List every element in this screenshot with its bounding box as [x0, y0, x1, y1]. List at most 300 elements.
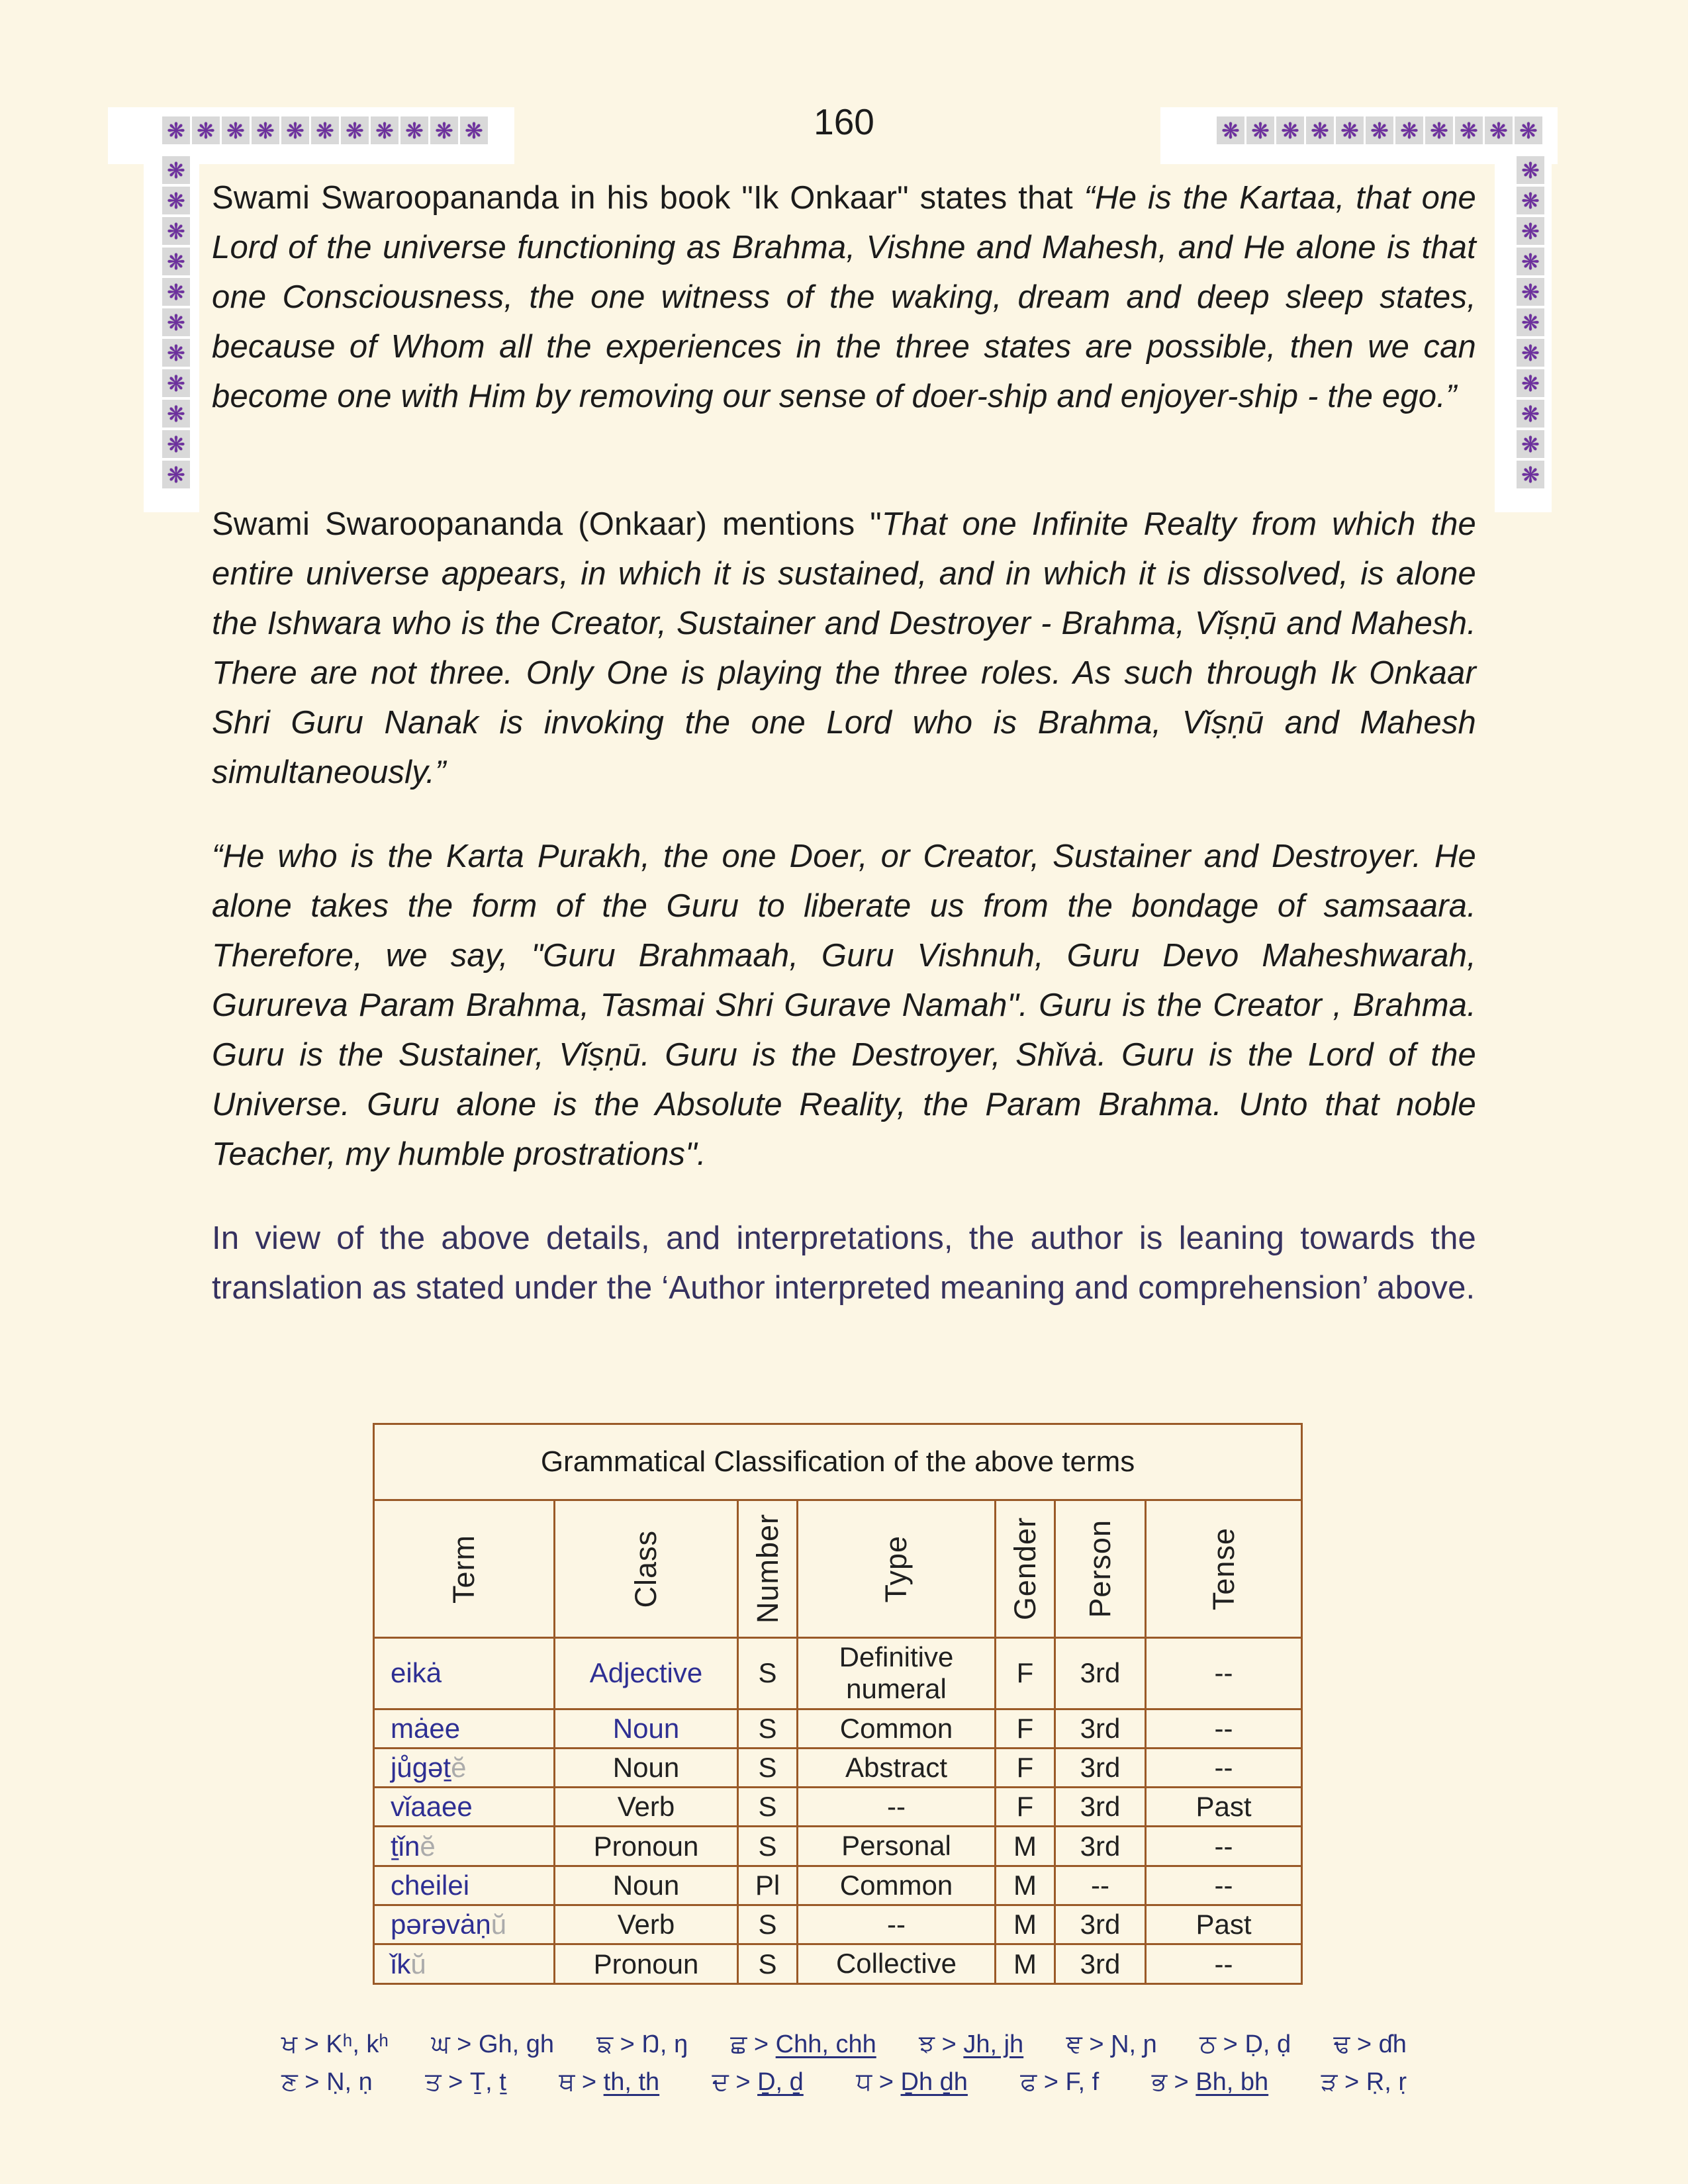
- flower-icon: ❋: [1521, 461, 1540, 488]
- flower-cell: [162, 400, 190, 428]
- maps-to-symbol: >: [728, 2068, 758, 2096]
- type-cell: [798, 1905, 996, 1944]
- maps-to-symbol: >: [441, 2068, 470, 2096]
- column-header-label: Type: [879, 1535, 913, 1603]
- flower-icon: ❋: [375, 117, 394, 144]
- maps-to-symbol: >: [297, 2068, 327, 2096]
- cell-text: S: [758, 1752, 777, 1784]
- cell-text: --: [1214, 1869, 1233, 1901]
- tense-cell: [1146, 1827, 1302, 1866]
- flower-cell: [162, 248, 190, 275]
- number-cell: [738, 1788, 798, 1827]
- cell-text: Pl: [755, 1869, 780, 1901]
- maps-to-symbol: >: [575, 2068, 604, 2096]
- flower-icon: ❋: [405, 117, 424, 144]
- cell-text: 3rd: [1080, 1830, 1121, 1862]
- flower-icon: ❋: [167, 431, 185, 457]
- gurmukhi-letter: ਥ: [559, 2068, 575, 2096]
- cell-text: S: [758, 1948, 777, 1979]
- flower-cell: [1517, 308, 1544, 336]
- cell-text: --: [1214, 1830, 1233, 1862]
- cell-text: F: [1016, 1752, 1034, 1784]
- tense-cell: [1146, 1905, 1302, 1944]
- gurmukhi-letter: ੜ: [1321, 2068, 1338, 2096]
- page-number: 160: [814, 101, 874, 142]
- number-cell: [738, 1905, 798, 1944]
- column-header-tense: [1146, 1500, 1302, 1638]
- flower-cell: [1455, 116, 1483, 144]
- flower-cell: [341, 116, 369, 144]
- term-cell: [374, 1827, 555, 1866]
- flower-cell: [162, 156, 190, 184]
- transliteration-item: [596, 2030, 688, 2059]
- gender-cell: [996, 1866, 1055, 1905]
- gurmukhi-letter: ਛ: [730, 2030, 747, 2058]
- latin-transliteration: Ṇ, ṇ: [326, 2068, 373, 2096]
- term-muted-suffix: ĕ: [451, 1752, 467, 1784]
- flower-icon: ❋: [1521, 248, 1540, 275]
- transliteration-item: [425, 2068, 506, 2097]
- flower-cell: [1517, 278, 1544, 306]
- person-cell: [1055, 1638, 1146, 1709]
- flower-cell: [1425, 116, 1453, 144]
- transliteration-item: [1020, 2068, 1099, 2097]
- class-cell: [555, 1944, 738, 1983]
- flower-icon: ❋: [167, 157, 185, 183]
- cell-text: S: [758, 1657, 777, 1689]
- flower-cell: [1517, 400, 1544, 428]
- flower-icon: ❋: [197, 117, 215, 144]
- column-header-label: Class: [629, 1529, 663, 1608]
- cell-text: F: [1016, 1791, 1034, 1823]
- term-text: mȧee: [391, 1712, 461, 1744]
- maps-to-symbol: >: [1166, 2068, 1196, 2096]
- flower-cell: [1517, 430, 1544, 458]
- column-header-person: [1055, 1500, 1146, 1638]
- cell-text: Common: [839, 1869, 953, 1901]
- cell-text: --: [1214, 1948, 1233, 1979]
- table-row: [374, 1788, 1302, 1827]
- quote-text: “He who is the Karta Purakh, the one Doer, or Creator, Sustainer and Destroyer. He alone takes the form of the Guru to liberate us from the bondage of samsaara. Therefore, we say, "Guru Brahmaah, Guru Vishnuh, Guru Devo Maheshwarah, Gurureva Param Brahma, Tasmai Shri Gurave Namah". Guru is the Creator , Brahma. Guru is the Sustainer, Vǐṣṇū. Guru is the Destroyer, Shǐvȧ. Guru is the Lord of the Universe. Guru alone is the Absolute Reality, the Param Brahma. Unto that noble Teacher, my humble prostrations".: [212, 839, 1476, 1172]
- person-cell: [1055, 1788, 1146, 1827]
- cell-text: F: [1016, 1712, 1034, 1744]
- cell-text: F: [1016, 1657, 1034, 1689]
- cell-text: M: [1013, 1869, 1037, 1901]
- table-row: [374, 1905, 1302, 1944]
- cell-text: Noun: [612, 1712, 680, 1744]
- class-cell: [555, 1709, 738, 1748]
- term-text: cheilei: [391, 1869, 470, 1901]
- tense-cell: [1146, 1788, 1302, 1827]
- flower-icon: ❋: [167, 248, 185, 275]
- gurmukhi-letter: ਞ: [1066, 2030, 1082, 2058]
- flower-icon: ❋: [1251, 117, 1270, 144]
- transliteration-item: [712, 2068, 804, 2097]
- flower-icon: ❋: [316, 117, 334, 144]
- gender-cell: [996, 1709, 1055, 1748]
- gender-cell: [996, 1944, 1055, 1983]
- gurmukhi-letter: ਣ: [281, 2068, 298, 2096]
- term-text: eikȧ: [391, 1657, 442, 1689]
- flower-icon: ❋: [435, 117, 453, 144]
- paragraph-swami-onkaar-quote: [212, 500, 1476, 797]
- term-text: vǐaaee: [391, 1791, 473, 1823]
- flower-cell: [1395, 116, 1423, 144]
- maps-to-symbol: >: [1350, 2030, 1379, 2058]
- transliteration-key: [281, 2030, 1407, 2106]
- cell-text: Abstract: [845, 1751, 948, 1783]
- transliteration-item: [1321, 2068, 1407, 2097]
- cell-text: Common: [839, 1712, 953, 1744]
- transliteration-item: [1199, 2030, 1291, 2059]
- column-header-label: Term: [447, 1534, 481, 1604]
- term-text: pərəvȧṇ: [391, 1909, 491, 1940]
- plain-text: Swami Swaroopananda (Onkaar) mentions ": [212, 506, 882, 542]
- cell-text: S: [758, 1712, 777, 1744]
- cell-text: Collective: [835, 1948, 957, 1979]
- transliteration-item: [281, 2068, 373, 2097]
- flower-cell: [311, 116, 339, 144]
- cell-text: Personal: [841, 1830, 951, 1862]
- tense-cell: [1146, 1944, 1302, 1983]
- latin-transliteration: Ḏh ḏh: [900, 2068, 968, 2096]
- text-column: [212, 173, 1476, 1313]
- table-row: [374, 1866, 1302, 1905]
- cell-text: Pronoun: [593, 1830, 699, 1862]
- table-row: [374, 1709, 1302, 1748]
- cell-text: M: [1013, 1948, 1037, 1979]
- flower-icon: ❋: [1400, 117, 1419, 144]
- gurmukhi-letter: ਦ: [712, 2068, 729, 2096]
- flower-icon: ❋: [1521, 370, 1540, 396]
- flower-cell: [460, 116, 488, 144]
- paragraph-author-note: [212, 1214, 1476, 1313]
- cell-text: 3rd: [1080, 1657, 1121, 1689]
- latin-transliteration: Ḏ, ḏ: [757, 2068, 804, 2096]
- maps-to-symbol: >: [613, 2030, 642, 2058]
- number-cell: [738, 1827, 798, 1866]
- column-header-class: [555, 1500, 738, 1638]
- flower-cell: [162, 461, 190, 488]
- term-muted-suffix: ĕ: [420, 1830, 436, 1862]
- tense-cell: [1146, 1866, 1302, 1905]
- gender-cell: [996, 1638, 1055, 1709]
- column-header-gender: [996, 1500, 1055, 1638]
- number-cell: [738, 1748, 798, 1787]
- paragraph-swami-book-quote: [212, 173, 1476, 422]
- flower-cell: [1517, 369, 1544, 397]
- flower-cell: [162, 187, 190, 214]
- cell-text: 3rd: [1080, 1791, 1121, 1823]
- column-header-label: Gender: [1008, 1517, 1042, 1621]
- flower-icon: ❋: [465, 117, 483, 144]
- flower-icon: ❋: [1521, 309, 1540, 336]
- term-cell: [374, 1944, 555, 1983]
- column-header-label: Number: [750, 1514, 784, 1624]
- person-cell: [1055, 1944, 1146, 1983]
- person-cell: [1055, 1748, 1146, 1787]
- transliteration-item: [730, 2030, 876, 2059]
- column-header-number: [738, 1500, 798, 1638]
- latin-transliteration: F, f: [1065, 2068, 1100, 2096]
- flower-icon: ❋: [1311, 117, 1329, 144]
- paragraph-karta-purakh-quote: [212, 832, 1476, 1179]
- maps-to-symbol: >: [935, 2030, 964, 2058]
- flower-cell: [162, 217, 190, 245]
- flower-icon: ❋: [1460, 117, 1478, 144]
- term-cell: [374, 1748, 555, 1787]
- flower-cell: [1517, 248, 1544, 275]
- column-header-term: [374, 1500, 555, 1638]
- flower-cell: [281, 116, 309, 144]
- flower-cell: [192, 116, 220, 144]
- latin-transliteration: Chh, chh: [775, 2030, 876, 2058]
- term-cell: [374, 1866, 555, 1905]
- latin-transliteration: Ḍ, ḍ: [1244, 2030, 1291, 2058]
- flower-icon: ❋: [1521, 218, 1540, 244]
- flower-icon: ❋: [1489, 117, 1508, 144]
- flower-icon: ❋: [256, 117, 275, 144]
- flower-cell: [1217, 116, 1244, 144]
- cell-text: --: [1214, 1752, 1233, 1784]
- term-text: ǐk: [391, 1948, 411, 1979]
- quote-text: That one Infinite Realty from which the entire universe appears, in which it is sustained, and in which it is dissolved, is alone the Ishwara who is the Creator, Sustainer and Destroyer - Brahma, Vǐṣṇū and Mahesh. There are not three. Only One is playing the three roles. As such through Ik Onkaar Shri Guru Nanak is invoking the one Lord who is Brahma, Vǐṣṇū and Mahesh simultaneously.”: [212, 506, 1476, 790]
- number-cell: [738, 1638, 798, 1709]
- cell-text: Adjective: [589, 1657, 703, 1689]
- class-cell: [555, 1905, 738, 1944]
- cell-text: Definitive numeral: [839, 1641, 954, 1705]
- latin-transliteration: Ŋ, ŋ: [641, 2030, 688, 2058]
- type-cell: [798, 1788, 996, 1827]
- maps-to-symbol: >: [1216, 2030, 1245, 2058]
- cell-text: S: [758, 1909, 777, 1940]
- maps-to-symbol: >: [1082, 2030, 1111, 2058]
- flower-icon: ❋: [1281, 117, 1299, 144]
- type-cell: [798, 1638, 996, 1709]
- flower-icon: ❋: [1221, 117, 1240, 144]
- flower-icon: ❋: [1430, 117, 1448, 144]
- cell-text: --: [1091, 1869, 1109, 1901]
- number-cell: [738, 1866, 798, 1905]
- gender-cell: [996, 1748, 1055, 1787]
- flower-border-top-left: [162, 116, 488, 144]
- term-muted-suffix: ŭ: [410, 1948, 426, 1979]
- cell-text: S: [758, 1830, 777, 1862]
- flower-border-top-right: [1217, 116, 1542, 144]
- flower-cell: [162, 308, 190, 336]
- gurmukhi-letter: ਭ: [1151, 2068, 1167, 2096]
- grammar-classification-table: [373, 1423, 1303, 1985]
- gurmukhi-letter: ਠ: [1199, 2030, 1217, 2058]
- flower-cell: [1276, 116, 1304, 144]
- term-text: ṯǐn: [391, 1830, 420, 1862]
- latin-transliteration: Gh, gh: [478, 2030, 555, 2058]
- flower-cell: [162, 339, 190, 367]
- cell-text: 3rd: [1080, 1712, 1121, 1744]
- term-cell: [374, 1709, 555, 1748]
- flower-cell: [1517, 156, 1544, 184]
- flower-cell: [162, 369, 190, 397]
- cell-text: --: [1214, 1657, 1233, 1689]
- cell-text: M: [1013, 1830, 1037, 1862]
- flower-icon: ❋: [167, 370, 185, 396]
- table-title: Grammatical Classification of the above terms: [374, 1424, 1302, 1500]
- flower-cell: [430, 116, 458, 144]
- flower-icon: ❋: [167, 340, 185, 366]
- transliteration-item: [1152, 2068, 1268, 2097]
- class-cell: [555, 1748, 738, 1787]
- maps-to-symbol: >: [747, 2030, 776, 2058]
- term-text: jůgəṯ: [391, 1752, 451, 1784]
- column-header-label: Person: [1083, 1520, 1117, 1618]
- gurmukhi-letter: ਧ: [856, 2068, 872, 2096]
- gurmukhi-letter: ਤ: [425, 2068, 442, 2096]
- flower-cell: [162, 278, 190, 306]
- gender-cell: [996, 1827, 1055, 1866]
- flower-cell: [1515, 116, 1542, 144]
- tense-cell: [1146, 1748, 1302, 1787]
- person-cell: [1055, 1866, 1146, 1905]
- gender-cell: [996, 1788, 1055, 1827]
- person-cell: [1055, 1905, 1146, 1944]
- gurmukhi-letter: ਙ: [596, 2030, 614, 2058]
- table-row: [374, 1748, 1302, 1787]
- flower-icon: ❋: [167, 309, 185, 336]
- column-header-label: Tense: [1206, 1527, 1241, 1611]
- cell-text: Past: [1196, 1791, 1252, 1823]
- latin-transliteration: Ṯ, ṯ: [469, 2068, 506, 2096]
- tense-cell: [1146, 1709, 1302, 1748]
- flower-icon: ❋: [1370, 117, 1389, 144]
- cell-text: --: [887, 1791, 906, 1823]
- flower-cell: [1517, 217, 1544, 245]
- plain-text: Swami Swaroopananda in his book "Ik Onkaar" states that: [212, 180, 1084, 216]
- flower-cell: [252, 116, 279, 144]
- cell-text: 3rd: [1080, 1909, 1121, 1940]
- number-cell: [738, 1709, 798, 1748]
- type-cell: [798, 1827, 996, 1866]
- flower-icon: ❋: [1521, 279, 1540, 305]
- flower-icon: ❋: [346, 117, 364, 144]
- flower-icon: ❋: [167, 400, 185, 427]
- cell-text: --: [887, 1909, 906, 1940]
- type-cell: [798, 1709, 996, 1748]
- flower-cell: [1517, 461, 1544, 488]
- type-cell: [798, 1944, 996, 1983]
- flower-icon: ❋: [1521, 157, 1540, 183]
- transliteration-item: [1066, 2030, 1157, 2059]
- gurmukhi-letter: ਝ: [919, 2030, 935, 2058]
- cell-text: Noun: [612, 1752, 680, 1784]
- transliteration-item: [856, 2068, 968, 2097]
- flower-cell: [1517, 339, 1544, 367]
- flower-icon: ❋: [1519, 117, 1538, 144]
- term-cell: [374, 1788, 555, 1827]
- flower-icon: ❋: [1340, 117, 1359, 144]
- flower-cell: [162, 116, 190, 144]
- flower-icon: ❋: [286, 117, 305, 144]
- flower-icon: ❋: [1521, 187, 1540, 214]
- term-muted-suffix: ŭ: [491, 1909, 507, 1940]
- transliteration-item: [919, 2030, 1023, 2059]
- cell-text: 3rd: [1080, 1948, 1121, 1979]
- flower-border-right-column: [1517, 156, 1544, 488]
- maps-to-symbol: >: [297, 2030, 326, 2058]
- type-cell: [798, 1866, 996, 1905]
- flower-icon: ❋: [167, 117, 185, 144]
- type-cell: [798, 1748, 996, 1787]
- flower-icon: ❋: [167, 279, 185, 305]
- term-cell: [374, 1905, 555, 1944]
- flower-cell: [222, 116, 250, 144]
- flower-cell: [1366, 116, 1393, 144]
- transliteration-key-row-1: [281, 2030, 1407, 2068]
- gender-cell: [996, 1905, 1055, 1944]
- transliteration-key-row-2: [281, 2068, 1407, 2106]
- latin-transliteration: Kʰ, kʰ: [326, 2030, 389, 2058]
- transliteration-item: [559, 2068, 659, 2097]
- class-cell: [555, 1638, 738, 1709]
- gurmukhi-letter: ਢ: [1333, 2030, 1350, 2058]
- cell-text: M: [1013, 1909, 1037, 1940]
- flower-cell: [1306, 116, 1334, 144]
- latin-transliteration: th, th: [603, 2068, 660, 2096]
- flower-icon: ❋: [167, 187, 185, 214]
- flower-cell: [1246, 116, 1274, 144]
- flower-cell: [1485, 116, 1513, 144]
- transliteration-item: [1333, 2030, 1406, 2059]
- column-header-type: [798, 1500, 996, 1638]
- cell-text: --: [1214, 1712, 1233, 1744]
- class-cell: [555, 1827, 738, 1866]
- cell-text: 3rd: [1080, 1752, 1121, 1784]
- quote-text: “He is the Kartaa, that one Lord of the universe functioning as Brahma, Vishne and Mahesh, and He alone is that one Consciousness, the one witness of the waking, dream and deep sleep states, because of Whom all the experiences in the three states are possible, then we can become one with Him by removing our sense of doer-ship and enjoyer-ship - the ego.”: [212, 180, 1476, 414]
- tense-cell: [1146, 1638, 1302, 1709]
- latin-transliteration: Jh, jh: [963, 2030, 1024, 2058]
- maps-to-symbol: >: [1337, 2068, 1366, 2096]
- cell-text: Pronoun: [593, 1948, 699, 1979]
- flower-icon: ❋: [167, 218, 185, 244]
- class-cell: [555, 1866, 738, 1905]
- person-cell: [1055, 1827, 1146, 1866]
- latin-transliteration: ɗh: [1378, 2030, 1407, 2058]
- cell-text: Verb: [617, 1791, 675, 1823]
- flower-icon: ❋: [1521, 400, 1540, 427]
- number-cell: [738, 1944, 798, 1983]
- flower-cell: [162, 430, 190, 458]
- flower-cell: [1336, 116, 1364, 144]
- latin-transliteration: Ṛ, ṛ: [1366, 2068, 1407, 2096]
- flower-icon: ❋: [1521, 340, 1540, 366]
- latin-transliteration: Bh, bh: [1196, 2068, 1269, 2096]
- maps-to-symbol: >: [449, 2030, 479, 2058]
- cell-text: Noun: [612, 1869, 680, 1901]
- table-row: [374, 1944, 1302, 1983]
- cell-text: S: [758, 1791, 777, 1823]
- table-row: [374, 1827, 1302, 1866]
- flower-cell: [400, 116, 428, 144]
- person-cell: [1055, 1709, 1146, 1748]
- flower-border-left-column: [162, 156, 190, 488]
- cell-text: Past: [1196, 1909, 1252, 1940]
- term-cell: [374, 1638, 555, 1709]
- flower-cell: [371, 116, 399, 144]
- latin-transliteration: Ɲ, ɲ: [1111, 2030, 1157, 2058]
- plain-text: In view of the above details, and interpretations, the author is leaning towards the translation as stated under the ‘Author interpreted meaning and comprehension’ above.: [212, 1220, 1476, 1306]
- class-cell: [555, 1788, 738, 1827]
- table-row: [374, 1638, 1302, 1709]
- maps-to-symbol: >: [1037, 2068, 1066, 2096]
